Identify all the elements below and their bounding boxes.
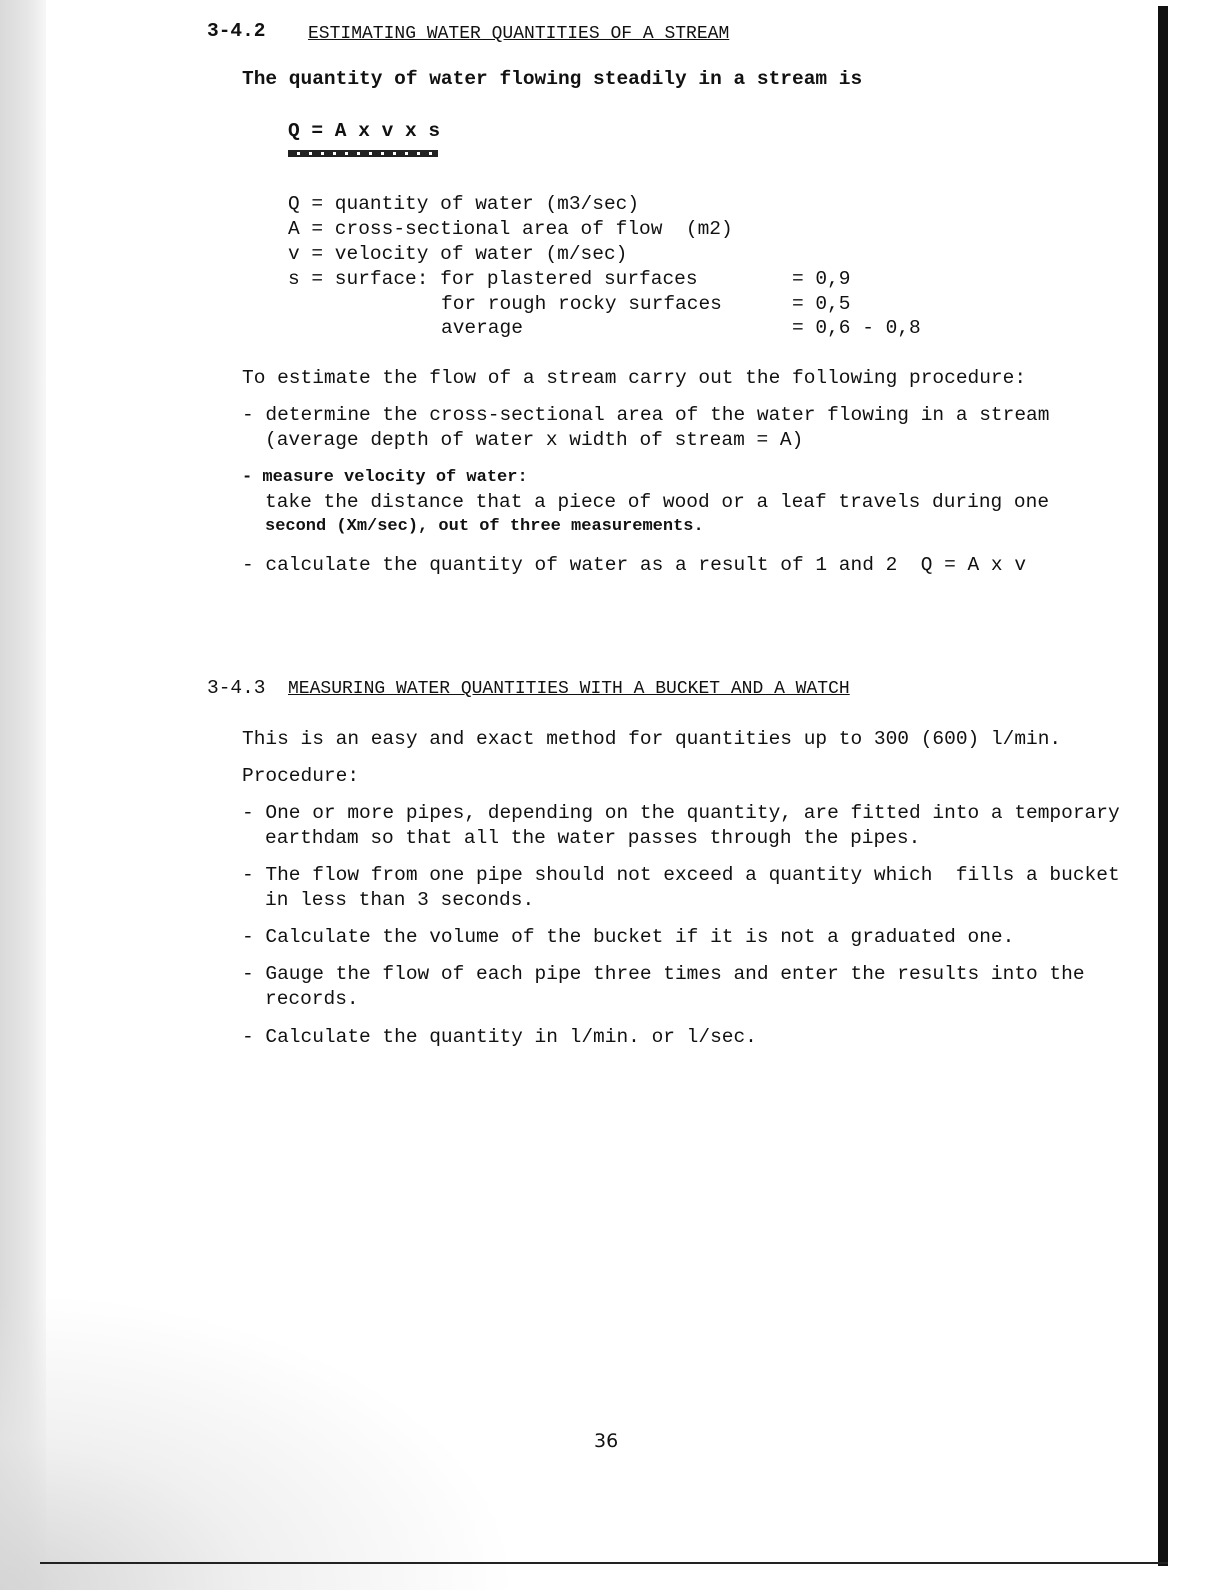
procedure-step-1-line-1: - One or more pipes, depending on the quantity, are fitted into a temporary — [242, 802, 1120, 824]
definition-q: Q = quantity of water (m3/sec) — [288, 193, 640, 215]
step-2-line-2: take the distance that a piece of wood or a leaf travels during one — [265, 491, 1050, 513]
step-2-line-3: second (Xm/sec), out of three measurements. — [265, 517, 704, 536]
definition-s: s = surface: for plastered surfaces — [288, 268, 698, 290]
formula-double-underline — [288, 150, 438, 157]
procedure-step-2-line-1: - The flow from one pipe should not exceed a quantity which fills a bucket — [242, 864, 1120, 886]
scan-edge-right — [1158, 6, 1168, 1566]
step-3-line-1: - calculate the quantity of water as a result of 1 and 2 Q = A x v — [242, 554, 1027, 576]
procedure-step-1-line-2: earthdam so that all the water passes through the pipes. — [265, 827, 921, 849]
formula: Q = A x v x s — [288, 120, 441, 142]
value-average: = 0,6 - 0,8 — [792, 317, 921, 339]
section-number: 3-4.2 — [207, 20, 266, 42]
section-number: 3-4.3 — [207, 677, 266, 699]
procedure-label: Procedure: — [242, 765, 360, 787]
step-1-line-2: (average depth of water x width of stream = A) — [265, 429, 804, 451]
scan-shadow-bottom — [0, 1290, 520, 1590]
section-title: ESTIMATING WATER QUANTITIES OF A STREAM — [308, 24, 730, 44]
intro-text: The quantity of water flowing steadily in a stream is — [242, 68, 863, 90]
procedure-step-3-line-1: - Calculate the volume of the bucket if it is not a graduated one. — [242, 926, 1015, 948]
page-number: 36 — [594, 1430, 619, 1452]
intro-text: This is an easy and exact method for quantities up to 300 (600) l/min. — [242, 728, 1062, 750]
procedure-step-2-line-2: in less than 3 seconds. — [265, 889, 535, 911]
scan-edge-bottom — [40, 1562, 1168, 1564]
procedure-step-5-line-1: - Calculate the quantity in l/min. or l/sec. — [242, 1026, 757, 1048]
definition-s-average: average — [441, 317, 523, 339]
step-1-line-1: - determine the cross-sectional area of the water flowing in a stream — [242, 404, 1050, 426]
procedure-step-4-line-2: records. — [265, 988, 359, 1010]
value-plastered: = 0,9 — [792, 268, 851, 290]
value-rough: = 0,5 — [792, 293, 851, 315]
step-2-line-1: - measure velocity of water: — [242, 468, 528, 487]
procedure-step-4-line-1: - Gauge the flow of each pipe three times and enter the results into the — [242, 963, 1085, 985]
definition-v: v = velocity of water (m/sec) — [288, 243, 628, 265]
procedure-intro: To estimate the flow of a stream carry out the following procedure: — [242, 367, 1027, 389]
definition-a: A = cross-sectional area of flow (m2) — [288, 218, 733, 240]
section-title: MEASURING WATER QUANTITIES WITH A BUCKET AND A WATCH — [288, 679, 850, 699]
definition-s-rough: for rough rocky surfaces — [441, 293, 722, 315]
